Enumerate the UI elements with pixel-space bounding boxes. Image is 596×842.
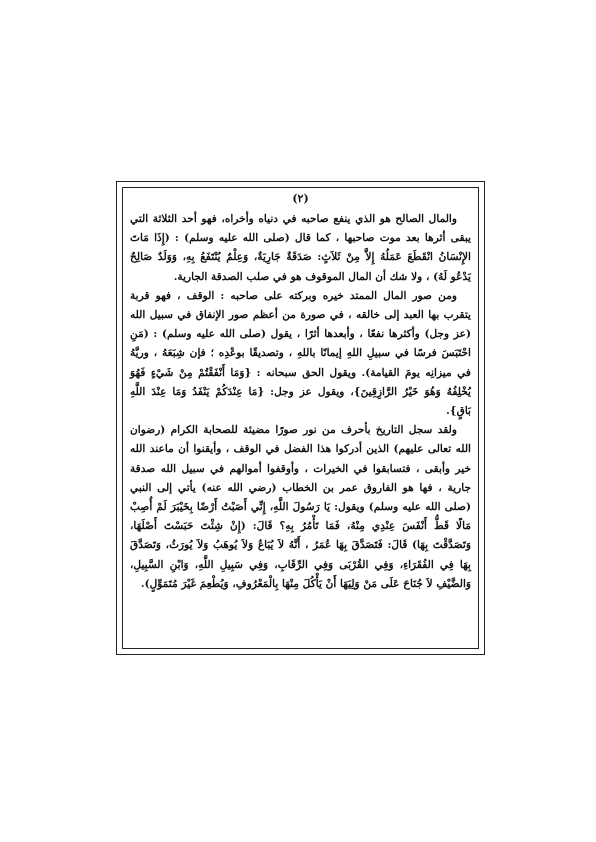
page-inner-frame [122,187,479,649]
paragraph-righteous-wealth: والمال الصالح هو الذي ينفع صاحبه في دنياه وأخراه، فهو أحد الثلاثة التي يبقى أثرها بعد موت صاحبها ، كما قال (صلى الله عليه وسلم) : (إِذَا مَاتَ الإِنْسَانُ انْقَطَعَ عَمَلُهُ إِلاَّ مِنْ ثَلاَثٍ: صَدَقَةٌ جَارِيَةٌ، وَعِلْمٌ يُنْتَفَعُ بِهِ، وَوَلَدٌ صَالِحٌ يَدْعُو لَهُ) ، ولا شك أن المال الموقوف هو في صلب الصدقة الجارية. [130,213,471,283]
page-number: (٢) [292,192,309,205]
paragraph-waqf: ومن صور المال الممتد خيره وبركته على صاحبه : الوقف ، فهو قربة يتقرب بها العبد إلى خالقه ، في صورة من أعظم صور الإنفاق في سبيل الله (عز وجل) وأكثرها نفعًا ، وأبعدها أثرًا ، يقول (صلى الله عليه وسلم) : (مَنِ احْتَبَسَ فرسًا في سبيلِ اللهِ إيمانًا باللهِ ، وتصديقًا بوعْدِه ؛ فإن شِبَعَهُ ، وريَّهُ في ميزانِه يومَ القيامة). ويقول الحق سبحانه : {وَمَا أَنْفَقْتُمْ مِنْ شَيْءٍ فَهُوَ يُخْلِفُهُ وَهُوَ خَيْرُ الرَّازِقِينَ}، ويقول عز وجل: {مَا عِنْدَكُمْ يَنْفَدُ وَمَا عِنْدَ اللَّهِ بَاقٍ}. [130,289,471,418]
page-body [130,210,471,594]
page-frame [116,181,485,655]
paragraph-companions: ولقد سجل التاريخ بأحرف من نور صورًا مضيئة للصحابة الكرام (رضوان الله تعالى عليهم) الذين أدركوا هذا الفضل في الوقف ، وأيقنوا أن ماعند الله خير وأبقى ، فتسابقوا في الخيرات ، وأوقفوا أموالهم في سبيل الله صدقة جارية ، فها هو الفاروق عمر بن الخطاب (رضي الله عنه) يأتي إلى النبي (صلى الله عليه وسلم) ويقول: يَا رَسُولَ اللَّهِ، إِنِّي أَصَبْتُ أَرْضًا بِخَيْبَرَ لَمْ أُصِبْ مَالًا قَطُّ أَنْفَسَ عِنْدِي مِنْهُ، فَمَا تَأْمُرُ بِهِ؟ قَالَ: (إِنْ شِئْتَ حَبَسْتَ أَصْلَهَا، وَتَصَدَّقْتَ بِهَا) قَالَ: فَتَصَدَّقَ بِهَا عُمَرُ ، أَنَّهُ لاَ يُبَاعُ وَلاَ يُوهَبُ وَلاَ يُورَثُ، وَتَصَدَّقَ بِهَا فِي الفُقَرَاءِ، وَفِي القُرْبَى وَفِي الرِّقَابِ، وَفِي سَبِيلِ اللَّهِ، وَابْنِ السَّبِيلِ، وَالضَّيْفِ لاَ جُنَاحَ عَلَى مَنْ وَلِيَهَا أَنْ يَأْكُلَ مِنْهَا بِالْمَعْرُوفِ، وَيُطْعِمَ غَيْرَ مُتَمَوِّلٍ). [130,424,471,590]
